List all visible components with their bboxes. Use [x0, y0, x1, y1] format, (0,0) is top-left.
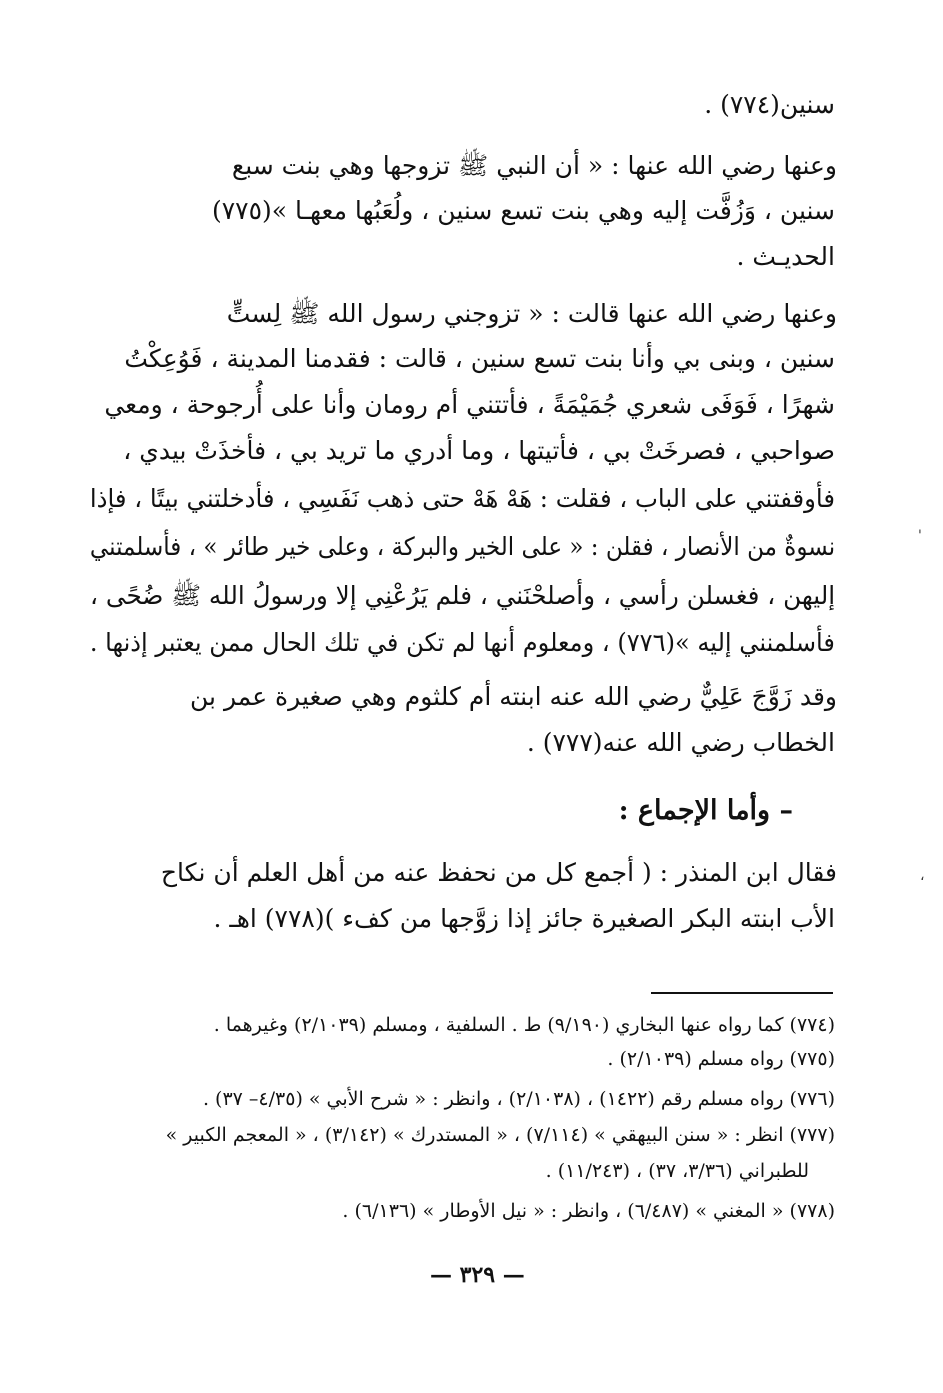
- ijma-line1: فقال ابن المنذر : ( أجمع كل من نحفظ عنه من أهل العلم أن نكاح: [160, 858, 837, 887]
- footnote-775: (٧٧٥) رواه مسلم (٢/١٠٣٩) .: [607, 1048, 835, 1070]
- para1-line3: الحديـث .: [736, 242, 835, 271]
- para1-line1: وعنها رضي الله عنها : « أن النبي ﷺ تزوجها وهي بنت سبع: [231, 151, 837, 180]
- footnote-777: (٧٧٧) انظر : « سنن البيهقي » (٧/١١٤) ، « المستدرك » (٣/١٤٢) ، « المعجم الكبير »: [165, 1124, 835, 1146]
- footnote-774: (٧٧٤) كما رواه عنها البخاري (٩/١٩٠) ط . السلفية ، ومسلم (٢/١٠٣٩) وغيرهما .: [213, 1014, 835, 1036]
- page-number: — ٣٢٩ —: [430, 1262, 525, 1288]
- para3-line2: الخطاب رضي الله عنه(٧٧٧) .: [526, 728, 835, 757]
- footnote-776: (٧٧٦) رواه مسلم رقم (١٤٢٢) ، (٢/١٠٣٨) ، وانظر : « شرح الأبي » (٤/٣٥– ٣٧) .: [202, 1088, 835, 1110]
- para2-line4: صواحبي ، فصرخَتْ بي ، فأتيتها ، وما أدري ما تريد بي ، فأخذَتْ بيدي ،: [123, 436, 835, 465]
- para1-line2: سنين ، وَزُفَّت إليه وهي بنت تسع سنين ، ولُعَبُها معهـا »(٧٧٥): [211, 196, 835, 225]
- para2-line2: سنين ، وبنى بي وأنا بنت تسع سنين ، قالت : فقدمنا المدينة ، فَوُعِكْتُ: [124, 344, 835, 373]
- para2-line8: فأسلمنني إليه »(٧٧٦) ، ومعلوم أنها لم تكن في تلك الحال ممن يعتبر إذنها .: [89, 628, 835, 657]
- para3-line1: وقد زَوَّجَ عَلِيٌّ رضي الله عنه ابنته أم كلثوم وهي صغيرة عمر بن: [190, 682, 837, 711]
- para2-line5: فأوقفتني على الباب ، فقلت : هَهْ هَهْ حتى ذهب نَفَسِي ، فأدخلتني بيتًا ، فإذا: [89, 484, 835, 513]
- footnote-777-cont: للطبراني (٣/٣٦، ٣٧) ، (١١/٢٤٣) .: [545, 1160, 809, 1182]
- para2-line6: نسوةٌ من الأنصار ، فقلن : « على الخير والبركة ، وعلى خير طائر » ، فأسلمتني: [89, 532, 835, 561]
- footnote-separator: [651, 992, 833, 994]
- top-fragment: سنين(٧٧٤) .: [704, 90, 835, 119]
- footnote-778: (٧٧٨) « المغني » (٦/٤٨٧) ، وانظر : « نيل الأوطار » (٦/١٣٦) .: [342, 1200, 835, 1222]
- ijma-line2: الأب ابنته البكر الصغيرة جائز إذا زوَّجها من كفء )(٧٧٨) اهـ .: [213, 904, 835, 933]
- para2-line7: إليهن ، فغسلن رأسي ، وأصلحْنَني ، فلم يَرُعْنِي إلا ورسولُ الله ﷺ ضُحًى ،: [89, 581, 835, 610]
- para2-line1: وعنها رضي الله عنها قالت : « تزوجني رسول الله ﷺ لِستٍّ: [226, 299, 837, 328]
- para2-line3: شهرًا ، فَوَفَى شعري جُمَيْمَةً ، فأتتني أم رومان وأنا على أُرجوحة ، ومعي: [104, 390, 835, 419]
- section-heading: – وأما الإجماع :: [618, 795, 793, 826]
- scan-mark: ،: [920, 868, 925, 884]
- scan-mark: ': [918, 528, 922, 544]
